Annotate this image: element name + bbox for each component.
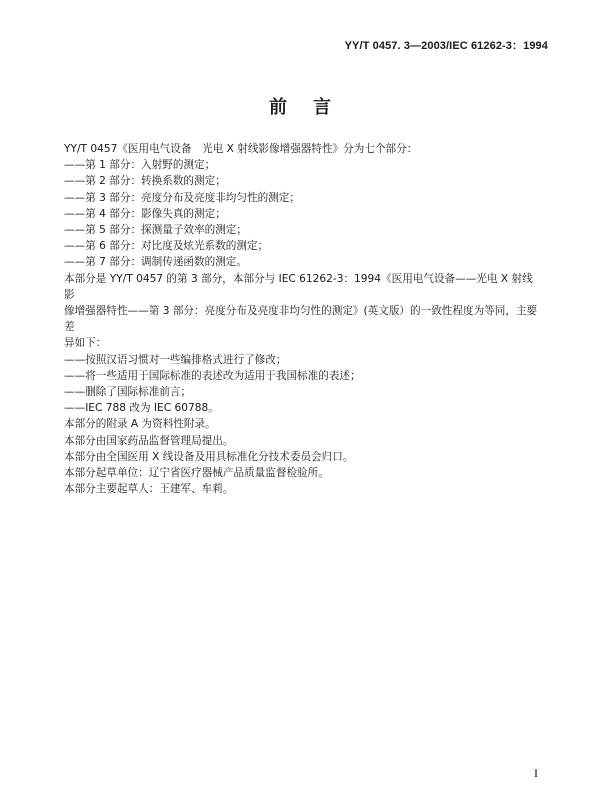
closing-statement: 本部分由国家药品监督管理局提出。: [64, 434, 234, 447]
difference-item: ——将一些适用于国际标准的表述改为适用于我国标准的表述；: [64, 369, 361, 382]
part-item: ——第 4 部分：影像失真的测定；: [64, 207, 226, 220]
foreword-body: [64, 141, 542, 497]
closing-statement: 本部分起草单位：辽宁省医疗器械产品质量监督检验所。: [64, 467, 329, 480]
closing-statement: 本部分主要起草人：王建军、牟莉。: [64, 483, 234, 496]
page-number: I: [534, 766, 538, 780]
part-item: ——第 5 部分：探测量子效率的测定；: [64, 224, 247, 237]
relation-paragraph-line: 异如下：: [64, 337, 107, 350]
part-item: ——第 1 部分：入射野的测定；: [64, 159, 216, 172]
closing-statement: 本部分的附录 A 为资料性附录。: [64, 418, 216, 431]
part-item: ——第 2 部分：转换系数的测定；: [64, 175, 226, 188]
difference-item: ——删除了国际标准前言；: [64, 386, 192, 399]
part-item: ——第 6 部分：对比度及炫光系数的测定；: [64, 240, 269, 253]
relation-paragraph-line: 本部分是 YY/T 0457 的第 3 部分，本部分与 IEC 61262-3：1994《医用电气设备——光电 X 射线影: [64, 272, 533, 301]
closing-statement: 本部分由全国医用 X 线设备及用具标准化分技术委员会归口。: [64, 450, 354, 463]
difference-item: ——按照汉语习惯对一些编排格式进行了修改；: [64, 353, 287, 366]
standard-id-header: YY/T 0457. 3—2003/IEC 61262-3：1994: [344, 40, 548, 52]
difference-item: ——IEC 788 改为 IEC 60788。: [64, 402, 219, 415]
relation-paragraph-line: 像增强器特性——第 3 部分：亮度分布及亮度非均匀性的测定》(英文版）的一致性程度为等同，主要差: [64, 305, 538, 334]
intro-paragraph: YY/T 0457《医用电气设备 光电 X 射线影像增强器特性》分为七个部分：: [64, 143, 418, 155]
part-item: ——第 7 部分：调制传递函数的测定。: [64, 256, 247, 269]
part-item: ——第 3 部分：亮度分布及亮度非均匀性的测定；: [64, 191, 300, 204]
page-title: 前言: [269, 97, 357, 118]
